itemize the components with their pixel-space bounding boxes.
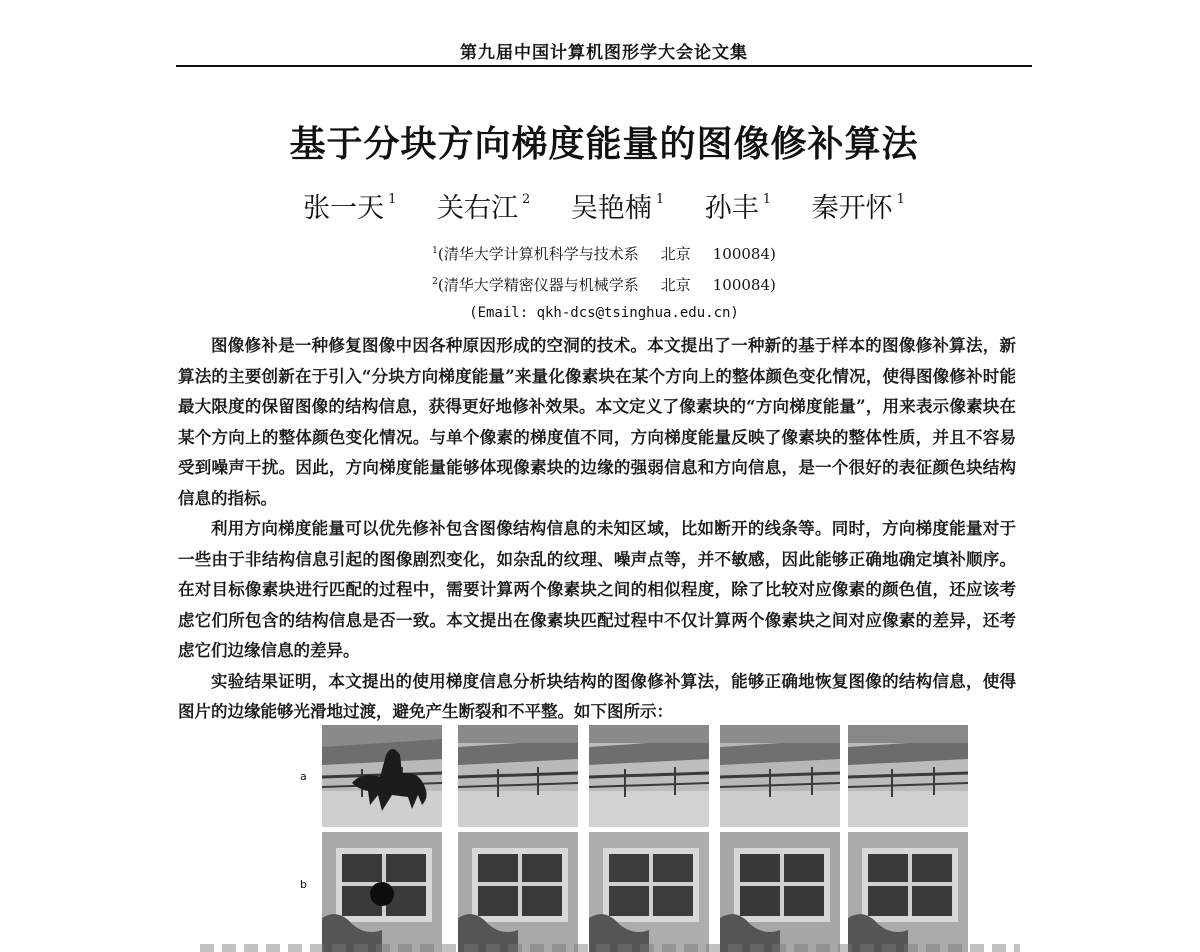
abstract-body: [178, 331, 1016, 728]
author-5: 秦开怀 $^1$: [811, 192, 905, 224]
result-figure: [300, 722, 980, 952]
window-scene-result-1: [458, 832, 578, 952]
paper-title: 基于分块方向梯度能量的图像修补算法: [289, 124, 919, 165]
horse-scene-result-4: [848, 725, 968, 827]
paragraph-1: 图像修补是一种修复图像中因各种原因形成的空洞的技术。本文提出了一种新的基于样本的图像修补算法，新算法的主要创新在于引入“分块方向梯度能量”来量化像素块在某个方向上的整体颜色变化情况，使得图像修补时能最大限度的保留图像的结构信息，获得更好地修补效果。本文定义了像素块的“方向梯度能量”，用来表示像素块在某个方向上的整体颜色变化情况。与单个像素的梯度值不同，方向梯度能量反映了像素块的整体性质，并且不容易受到噪声干扰。因此，方向梯度能量能够体现像素块的边缘的强弱信息和方向信息，是一个很好的表征颜色块结构信息的指标。: [178, 336, 1016, 508]
author-3: 吴艳楠 $^1$: [570, 192, 665, 224]
window-scene-input: [322, 832, 442, 952]
horse-scene-result-3: [720, 725, 840, 827]
window-scene-result-3: [720, 832, 840, 952]
author-2: 关右江 $^2$: [436, 192, 531, 224]
horse-scene-result-1: [458, 725, 578, 827]
paragraph-3: 实验结果证明，本文提出的使用梯度信息分析块结构的图像修补算法，能够正确地恢复图像的结构信息，使得图片的边缘能够光滑地过渡，避免产生断裂和不平整。如下图所示：: [178, 671, 1016, 721]
author-1: 张一天 $^1$: [303, 192, 397, 224]
affiliation-1: $^1$(清华大学计算机科学与技术系 北京 100084): [432, 245, 776, 263]
paragraph-2: 利用方向梯度能量可以优先修补包含图像结构信息的未知区域，比如断开的线条等。同时，方向梯度能量对于一些由于非结构信息引起的图像剧烈变化，如杂乱的纹理、噪声点等，并不敏感，因此能够正确地确定填补顺序。在对目标像素块进行匹配的过程中，需要计算两个像素块之间的相似程度，除了比较对应像素的颜色值，还应该考虑它们所包含的结构信息是否一致。本文提出在像素块匹配过程中不仅计算两个像素块之间对应像素的差异，还考虑它们边缘信息的差异。: [178, 519, 1016, 660]
horse-scene-result-2: [589, 725, 709, 827]
author-4: 孙丰 $^1$: [704, 192, 772, 224]
running-head: 第九届中国计算机图形学大会论文集: [460, 43, 748, 63]
cut-off-caption-line: [200, 944, 1020, 952]
email-line: (Email: qkh-dcs@tsinghua.edu.cn): [469, 305, 739, 321]
header-rule: [176, 65, 1032, 67]
author-list: [176, 186, 1032, 225]
row-label-b: b: [300, 878, 307, 891]
window-scene-result-4: [848, 832, 968, 952]
affiliation-2: $^2$(清华大学精密仪器与机械学系 北京 100084): [432, 276, 776, 294]
row-label-a: a: [300, 770, 307, 783]
window-scene-result-2: [589, 832, 709, 952]
horse-scene-input: [322, 725, 442, 827]
